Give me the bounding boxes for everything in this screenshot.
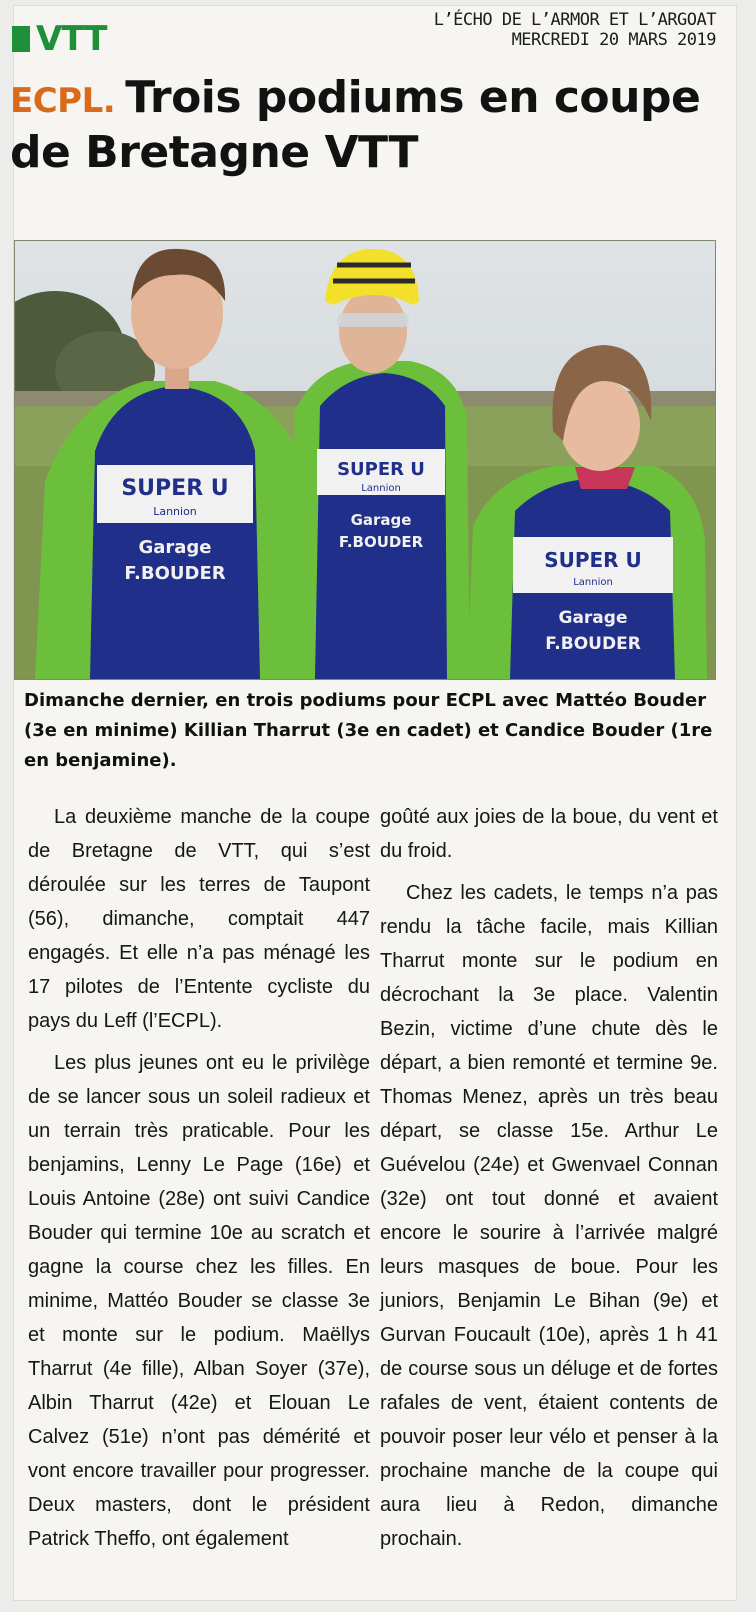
headline — [10, 72, 710, 179]
team-photo — [14, 240, 716, 680]
article-paragraph: Les plus jeunes ont eu le privilège de se lancer sous un soleil radieux et un terrain très praticable. Pour les benjamins, Lenny Le Page (16e) et Louis Antoine (28e) ont suivi Candice Bouder qui termine 10e au scratch et gagne la course chez les filles. En minime, Mattéo Bouder se classe 3e et monte sur le podium. Maëllys Tharrut (4e fille), Alban Soyer (37e), Albin Tharrut (42e) et Elouan Le Calvez (51e) n’ont pas démérité et vont encore travailler pour progresser. Deux masters, dont le président Patrick Theffo, ont également — [28, 1052, 370, 1550]
article-column-left — [28, 800, 370, 1564]
jersey-sponsor: F.BOUDER — [545, 634, 641, 654]
article-paragraph-continued: goûté aux joies de la boue, du vent et du froid. — [380, 806, 718, 862]
jersey-brand: SUPER U — [337, 459, 425, 480]
jersey-garage: Garage — [350, 511, 412, 529]
article-paragraph: Chez les cadets, le temps n’a pas rendu la tâche facile, mais Killian Tharrut monte sur le podium en décrochant la 3e place. Valentin Bezin, victime d’une chute dès le départ, a bien remonté et termine 9e. Thomas Menez, après un très beau départ, se classe 15e. Arthur Le Guévelou (24e) et Gwenvael Connan (32e) ont tout donné et avaient encore le sourire à l’arrivée malgré leurs masques de boue. Pour les juniors, Benjamin Le Bihan (9e) et Gurvan Foucault (10e), après 1 h 41 de course sous un déluge et de fortes rafales de vent, étaient contents de pouvoir poser leur vélo et penser à la prochaine manche de la coupe qui aura lieu à Redon, dimanche prochain. — [380, 882, 718, 1550]
publication-date: MERCREDI 20 MARS 2019 — [511, 30, 716, 50]
headline-kicker: ECPL. — [10, 81, 116, 121]
jersey-town: Lannion — [153, 505, 197, 518]
jersey-town: Lannion — [573, 577, 613, 588]
jersey-garage: Garage — [138, 537, 212, 558]
article-paragraph: La deuxième manche de la coupe de Bretagne de VTT, qui s’est déroulée sur les terres de Taupont (56), dimanche, comptait 447 engagés. Et elle n’a pas ménagé les 17 pilotes de l’Entente cycliste du pays du Leff (l’ECPL). — [28, 806, 370, 1032]
headline-title: Trois podiums en coupe de Bretagne VTT — [10, 72, 701, 178]
jersey-town: Lannion — [361, 483, 401, 494]
team-photo-illustration — [15, 241, 715, 679]
rubric-square-icon — [12, 26, 30, 52]
masthead — [434, 10, 716, 50]
jersey-sponsor: F.BOUDER — [338, 533, 424, 551]
newspaper-name: L’ÉCHO DE L’ARMOR ET L’ARGOAT — [433, 10, 716, 30]
jersey-brand: SUPER U — [121, 476, 229, 501]
article-column-right — [380, 800, 718, 1564]
jersey-brand: SUPER U — [544, 548, 642, 572]
rubric-label: VTT — [36, 19, 107, 59]
photo-caption: Dimanche dernier, en trois podiums pour ECPL avec Mattéo Bouder (3e en minime) Killian Tharrut (3e en cadet) et Candice Bouder (1re en benjamine). — [24, 690, 713, 771]
jersey-sponsor: F.BOUDER — [124, 563, 226, 584]
section-rubric — [12, 19, 107, 59]
jersey-garage: Garage — [558, 608, 628, 628]
